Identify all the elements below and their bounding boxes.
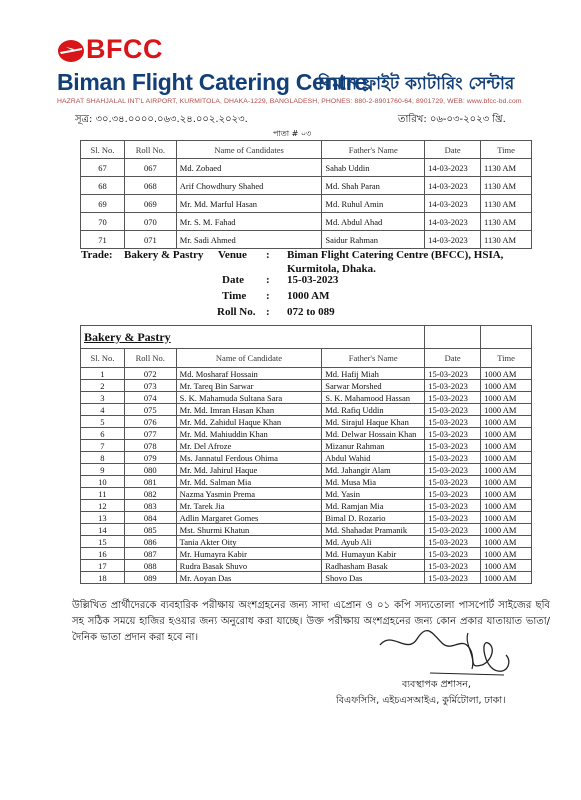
cell-date: 14-03-2023 [425, 231, 481, 249]
cell-roll-no: 080 [124, 464, 176, 476]
cell-date: 14-03-2023 [425, 195, 481, 213]
cell-father-name: Md. Abdul Ahad [322, 213, 425, 231]
table-row [81, 195, 532, 213]
table-row [81, 428, 532, 440]
cell-time: 1000 AM [481, 452, 532, 464]
table-row [81, 488, 532, 500]
cell-sl-no: 70 [81, 213, 125, 231]
cell-roll-no: 074 [124, 392, 176, 404]
cell-roll-no: 075 [124, 404, 176, 416]
cell-date: 15-03-2023 [425, 368, 481, 380]
col-date: Date [425, 141, 481, 159]
cell-date: 15-03-2023 [425, 536, 481, 548]
cell-sl-no: 71 [81, 231, 125, 249]
cell-sl-no: 9 [81, 464, 125, 476]
org-address: HAZRAT SHAHJALAL INT'L AIRPORT, KURMITOLA, DHAKA-1229, BANGLADESH, PHONES: 880-2-8901760-64, 8901729, WEB: www.bfcc-bd.com [57, 98, 522, 105]
cell-father-name: Md. Sirajul Haque Khan [322, 416, 425, 428]
col-father-name: Father's Name [322, 141, 425, 159]
col-sl-no: Sl. No. [81, 349, 125, 368]
cell-father-name: Shovo Das [322, 572, 425, 584]
logo-text: BFCC [86, 34, 163, 64]
table-row [81, 548, 532, 560]
cell-roll-no: 073 [124, 380, 176, 392]
cell-sl-no: 10 [81, 476, 125, 488]
signature-icon [372, 625, 522, 685]
cell-roll-no: 084 [124, 512, 176, 524]
table-row [81, 440, 532, 452]
cell-time: 1130 AM [481, 231, 532, 249]
cell-sl-no: 67 [81, 159, 125, 177]
table-row [81, 572, 532, 584]
cell-name: Mr. Aoyan Das [176, 572, 322, 584]
cell-father-name: Radhasham Basak [322, 560, 425, 572]
venue-line1: Biman Flight Catering Centre (BFCC), HSIA, [287, 249, 504, 261]
cell-father-name: Md. Hafij Miah [322, 368, 425, 380]
col-father-name: Father's Name [322, 349, 425, 368]
cell-roll-no: 086 [124, 536, 176, 548]
bfcc-logo-icon [57, 39, 85, 63]
org-name-en: Biman Flight Catering Centre [57, 69, 367, 95]
cell-sl-no: 16 [81, 548, 125, 560]
cell-roll-no: 071 [124, 231, 176, 249]
cell-roll-no: 081 [124, 476, 176, 488]
cell-roll-no: 072 [124, 368, 176, 380]
col-sl-no: Sl. No. [81, 141, 125, 159]
col-roll-no: Roll No. [124, 141, 176, 159]
venue-line2: Kurmitola, Dhaka. [287, 263, 376, 275]
cell-sl-no: 6 [81, 428, 125, 440]
cell-date: 15-03-2023 [425, 572, 481, 584]
page-number: পাতা # ০৩ [273, 129, 312, 138]
cell-name: Ms. Jannatul Ferdous Ohima [176, 452, 322, 464]
cell-father-name: Md. Musa Mia [322, 476, 425, 488]
col-time: Time [481, 349, 532, 368]
colon: : [266, 274, 270, 286]
cell-date: 15-03-2023 [425, 416, 481, 428]
cell-date: 15-03-2023 [425, 548, 481, 560]
memo-date: তারিখ: ০৬-০৩-২০২৩ খ্রি. [398, 114, 506, 125]
cell-time: 1130 AM [481, 159, 532, 177]
cell-name: Mr. Md. Mahiuddin Khan [176, 428, 322, 440]
col-time: Time [481, 141, 532, 159]
date-label: Date [222, 274, 244, 286]
cell-name: Mr. Tarek Jia [176, 500, 322, 512]
cell-father-name: Md. Shahadat Pramanik [322, 524, 425, 536]
col-name: Name of Candidates [176, 141, 322, 159]
cell-time: 1000 AM [481, 416, 532, 428]
section-title: Bakery & Pastry [81, 326, 425, 349]
cell-name: Mr. S. M. Fahad [176, 213, 322, 231]
cell-name: Mr. Md. Imran Hasan Khan [176, 404, 322, 416]
bakery-pastry-table [80, 325, 532, 584]
cell-roll-no: 076 [124, 416, 176, 428]
cell-time: 1000 AM [481, 380, 532, 392]
cell-father-name: Md. Shah Paran [322, 177, 425, 195]
cell-name: Mr. Del Afroze [176, 440, 322, 452]
cell-sl-no: 69 [81, 195, 125, 213]
cell-name: Mr. Humayra Kabir [176, 548, 322, 560]
col-date: Date [425, 349, 481, 368]
trade-label: Trade: [81, 249, 113, 261]
cell-time: 1000 AM [481, 488, 532, 500]
table-row [81, 231, 532, 249]
cell-name: Mr. Md. Salman Mia [176, 476, 322, 488]
cell-father-name: Md. Humayun Kabir [322, 548, 425, 560]
time-value: 1000 AM [287, 290, 330, 302]
table-row [81, 392, 532, 404]
org-name-bn: বিমান ফ্লাইট ক্যাটারিং সেন্টার [318, 74, 515, 94]
cell-name: Md. Zobaed [176, 159, 322, 177]
col-name: Name of Candidate [176, 349, 322, 368]
cell-date: 15-03-2023 [425, 404, 481, 416]
cell-sl-no: 13 [81, 512, 125, 524]
cell-sl-no: 18 [81, 572, 125, 584]
cell-father-name: Bimal D. Rozario [322, 512, 425, 524]
cell-roll-no: 079 [124, 452, 176, 464]
cell-date: 15-03-2023 [425, 464, 481, 476]
cell-time: 1000 AM [481, 392, 532, 404]
table-row [81, 368, 532, 380]
section-title-row [81, 326, 532, 349]
cell-roll-no: 089 [124, 572, 176, 584]
table-row [81, 380, 532, 392]
signatory-title: ব্যবস্থাপক প্রশাসন, [402, 679, 471, 690]
cell-name: Adlin Margaret Gomes [176, 512, 322, 524]
cell-roll-no: 082 [124, 488, 176, 500]
cell-sl-no: 14 [81, 524, 125, 536]
colon: : [266, 290, 270, 302]
cell-sl-no: 8 [81, 452, 125, 464]
cell-roll-no: 087 [124, 548, 176, 560]
cell-father-name: Md. Yasin [322, 488, 425, 500]
cell-roll-no: 083 [124, 500, 176, 512]
table-row [81, 560, 532, 572]
col-roll-no: Roll No. [124, 349, 176, 368]
cell-name: Mst. Shurmi Khatun [176, 524, 322, 536]
table-row [81, 536, 532, 548]
cell-name: Rudra Basak Shuvo [176, 560, 322, 572]
cell-date: 14-03-2023 [425, 177, 481, 195]
cell-date: 15-03-2023 [425, 524, 481, 536]
cell-father-name: Md. Ayub Ali [322, 536, 425, 548]
cell-time: 1000 AM [481, 476, 532, 488]
cell-roll-no: 078 [124, 440, 176, 452]
cell-sl-no: 2 [81, 380, 125, 392]
roll-value: 072 to 089 [287, 306, 335, 318]
cell-roll-no: 077 [124, 428, 176, 440]
cell-sl-no: 15 [81, 536, 125, 548]
cell-date: 15-03-2023 [425, 380, 481, 392]
cell-sl-no: 3 [81, 392, 125, 404]
cell-date: 15-03-2023 [425, 512, 481, 524]
cell-name: S. K. Mahamuda Sultana Sara [176, 392, 322, 404]
date-value: 15-03-2023 [287, 274, 339, 286]
table-row [81, 524, 532, 536]
table-row [81, 500, 532, 512]
cell-date: 15-03-2023 [425, 392, 481, 404]
cell-name: Mr. Tareq Bin Sarwar [176, 380, 322, 392]
cell-sl-no: 7 [81, 440, 125, 452]
cell-name: Mr. Md. Jahirul Haque [176, 464, 322, 476]
table-row [81, 416, 532, 428]
cell-name: Arif Chowdhury Shahed [176, 177, 322, 195]
table-row [81, 452, 532, 464]
cell-father-name: Sarwar Morshed [322, 380, 425, 392]
table-row [81, 159, 532, 177]
cell-sl-no: 12 [81, 500, 125, 512]
cell-name: Mr. Md. Zahidul Haque Khan [176, 416, 322, 428]
cell-time: 1000 AM [481, 404, 532, 416]
cell-roll-no: 085 [124, 524, 176, 536]
cell-time: 1000 AM [481, 548, 532, 560]
cell-time: 1000 AM [481, 464, 532, 476]
cell-name: Mr. Sadi Ahmed [176, 231, 322, 249]
cell-roll-no: 068 [124, 177, 176, 195]
table-row [81, 177, 532, 195]
cell-sl-no: 5 [81, 416, 125, 428]
cell-date: 15-03-2023 [425, 560, 481, 572]
cell-time: 1000 AM [481, 560, 532, 572]
cell-roll-no: 070 [124, 213, 176, 231]
cell-roll-no: 088 [124, 560, 176, 572]
roll-label: Roll No. [217, 306, 256, 318]
cell-name: Nazma Yasmin Prema [176, 488, 322, 500]
cell-father-name: Sahab Uddin [322, 159, 425, 177]
cell-time: 1130 AM [481, 213, 532, 231]
cell-date: 14-03-2023 [425, 213, 481, 231]
cell-time: 1000 AM [481, 368, 532, 380]
cell-sl-no: 17 [81, 560, 125, 572]
signatory-org: বিএফসিসি, এইচএসআইএ, কুর্মিটোলা, ঢাকা। [336, 695, 506, 706]
cell-sl-no: 4 [81, 404, 125, 416]
cell-time: 1000 AM [481, 428, 532, 440]
cell-father-name: Md. Ramjan Mia [322, 500, 425, 512]
cell-father-name: Mizanur Rahman [322, 440, 425, 452]
cell-date: 15-03-2023 [425, 476, 481, 488]
cell-time: 1130 AM [481, 177, 532, 195]
table-row [81, 512, 532, 524]
cell-father-name: Md. Delwar Hossain Khan [322, 428, 425, 440]
cell-date: 15-03-2023 [425, 440, 481, 452]
table-row [81, 404, 532, 416]
cell-father-name: Md. Ruhul Amin [322, 195, 425, 213]
cell-sl-no: 1 [81, 368, 125, 380]
cell-time: 1000 AM [481, 512, 532, 524]
instructions-text: উল্লিখিত প্রার্থীদেরকে ব্যবহারিক পরীক্ষায় অংশগ্রহনের জন্য সাদা এপ্রোন ও ০১ কপি সদ্যতোলা পাসপোর্ট সাইজের ছবি সহ সঠিক সময়ে হাজির হওয়ার জন্য অনুরোধ করা যাচ্ছে। উক্ত পরীক্ষায় অংশগ্রহনের জন্য কোন প্রকার যাতায়াত ভাতা/দৈনিক ভাতা প্রদান করা হবে না। [72, 600, 550, 643]
table-header-row [81, 141, 532, 159]
cell-date: 14-03-2023 [425, 159, 481, 177]
candidates-table-continued [80, 140, 532, 249]
cell-sl-no: 68 [81, 177, 125, 195]
cell-date: 15-03-2023 [425, 452, 481, 464]
cell-roll-no: 067 [124, 159, 176, 177]
cell-time: 1000 AM [481, 524, 532, 536]
cell-sl-no: 11 [81, 488, 125, 500]
colon: : [266, 249, 270, 261]
memo-number: সূত্র: ৩০.৩৪.০০০০.০৬৩.২৪.০০২.২০২৩. [75, 114, 248, 125]
venue-label: Venue [218, 249, 247, 261]
cell-name: Md. Mosharaf Hossain [176, 368, 322, 380]
cell-father-name: Md. Rafiq Uddin [322, 404, 425, 416]
cell-time: 1000 AM [481, 572, 532, 584]
cell-father-name: Md. Jahangir Alam [322, 464, 425, 476]
table-row [81, 464, 532, 476]
cell-time: 1000 AM [481, 500, 532, 512]
colon: : [266, 306, 270, 318]
cell-father-name: Saidur Rahman [322, 231, 425, 249]
trade-value: Bakery & Pastry [124, 249, 204, 261]
cell-time: 1000 AM [481, 536, 532, 548]
cell-roll-no: 069 [124, 195, 176, 213]
cell-time: 1000 AM [481, 440, 532, 452]
cell-date: 15-03-2023 [425, 488, 481, 500]
cell-father-name: Abdul Wahid [322, 452, 425, 464]
table-row [81, 213, 532, 231]
time-label: Time [222, 290, 247, 302]
cell-father-name: S. K. Mahamood Hassan [322, 392, 425, 404]
cell-time: 1130 AM [481, 195, 532, 213]
table-row [81, 476, 532, 488]
cell-name: Mr. Md. Marful Hasan [176, 195, 322, 213]
cell-date: 15-03-2023 [425, 428, 481, 440]
cell-date: 15-03-2023 [425, 500, 481, 512]
cell-name: Tania Akter Oity [176, 536, 322, 548]
table-header-row [81, 349, 532, 368]
